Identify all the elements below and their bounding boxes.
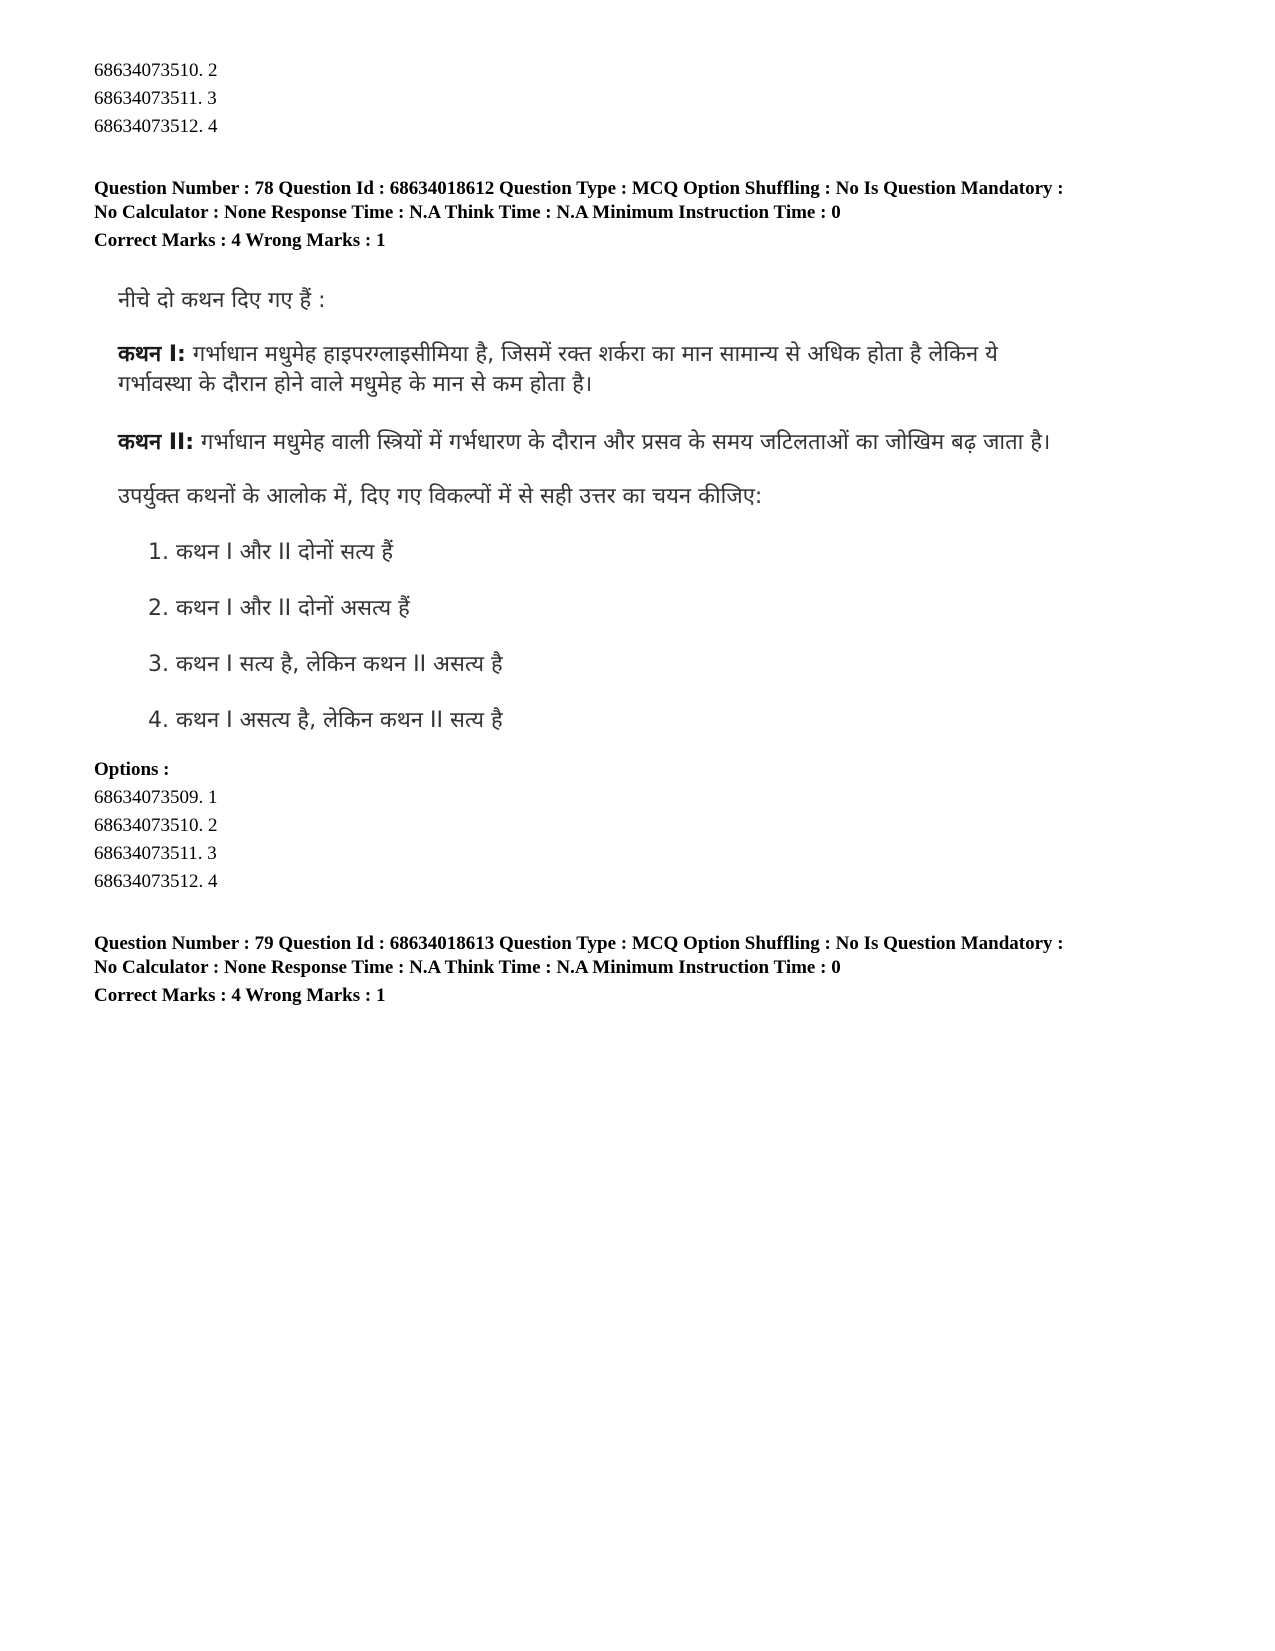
question-78-marks xyxy=(94,229,1194,253)
question-meta-line: No Calculator : None Response Time : N.A Think Time : N.A Minimum Instruction Time : 0 xyxy=(94,957,841,978)
question-meta-line: Question Number : 79 Question Id : 68634018613 Question Type : MCQ Option Shuffling : No Is Question Mandatory : xyxy=(94,933,1064,954)
option-number: 4 xyxy=(208,116,218,137)
statement-1-text: गर्भाधान मधुमेह हाइपरग्लाइसीमिया है, जिसमें रक्त शर्करा का मान सामान्य से अधिक होता है लेकिन ये xyxy=(192,342,998,367)
statement-1-continued: गर्भावस्था के दौरान होने वाले मधुमेह के मान से कम होता है। xyxy=(118,372,593,397)
question-78-body xyxy=(118,284,1178,744)
option-id: 68634073510. xyxy=(94,815,204,836)
answer-choice: 1. कथन I और II दोनों सत्य हैं xyxy=(148,540,394,565)
question-meta-line: Question Number : 78 Question Id : 68634018612 Question Type : MCQ Option Shuffling : No Is Question Mandatory : xyxy=(94,178,1064,199)
option-line xyxy=(94,815,218,837)
marks-line: Correct Marks : 4 Wrong Marks : 1 xyxy=(94,985,386,1006)
option-line xyxy=(94,116,218,138)
question-78-meta xyxy=(94,177,1194,225)
statement-1-label: कथन I: xyxy=(118,342,186,367)
option-id: 68634073512. xyxy=(94,871,204,892)
option-number: 3 xyxy=(207,88,217,109)
statement-1 xyxy=(118,338,998,368)
statement-2-label: कथन II: xyxy=(118,430,194,455)
question-instruction: उपर्युक्त कथनों के आलोक में, दिए गए विकल्पों में से सही उत्तर का चयन कीजिए: xyxy=(118,484,763,509)
option-number: 3 xyxy=(207,843,217,864)
answer-choice: 3. कथन I सत्य है, लेकिन कथन II असत्य है xyxy=(148,652,503,677)
option-id: 68634073509. xyxy=(94,787,204,808)
option-id: 68634073511. xyxy=(94,88,203,109)
option-line xyxy=(94,787,218,809)
option-number: 2 xyxy=(208,815,218,836)
option-number: 4 xyxy=(208,871,218,892)
option-id: 68634073511. xyxy=(94,843,203,864)
question-intro: नीचे दो कथन दिए गए हैं : xyxy=(118,288,326,313)
option-id: 68634073512. xyxy=(94,116,204,137)
answer-choice: 4. कथन I असत्य है, लेकिन कथन II सत्य है xyxy=(148,708,503,733)
option-number: 2 xyxy=(208,60,218,81)
options-label: Options : xyxy=(94,759,170,780)
question-79-meta xyxy=(94,932,1194,980)
option-line xyxy=(94,88,217,110)
question-79-marks xyxy=(94,984,1194,1008)
answer-choice: 2. कथन I और II दोनों असत्य हैं xyxy=(148,596,410,621)
marks-line: Correct Marks : 4 Wrong Marks : 1 xyxy=(94,230,386,251)
statement-2-text: गर्भाधान मधुमेह वाली स्त्रियों में गर्भधारण के दौरान और प्रसव के समय जटिलताओं का जोखिम बढ़ जाता है। xyxy=(201,430,1051,455)
option-id: 68634073510. xyxy=(94,60,204,81)
question-meta-line: No Calculator : None Response Time : N.A Think Time : N.A Minimum Instruction Time : 0 xyxy=(94,202,841,223)
option-line xyxy=(94,60,218,82)
option-number: 1 xyxy=(208,787,218,808)
option-line xyxy=(94,843,217,865)
option-line xyxy=(94,871,218,893)
statement-2 xyxy=(118,426,1050,456)
